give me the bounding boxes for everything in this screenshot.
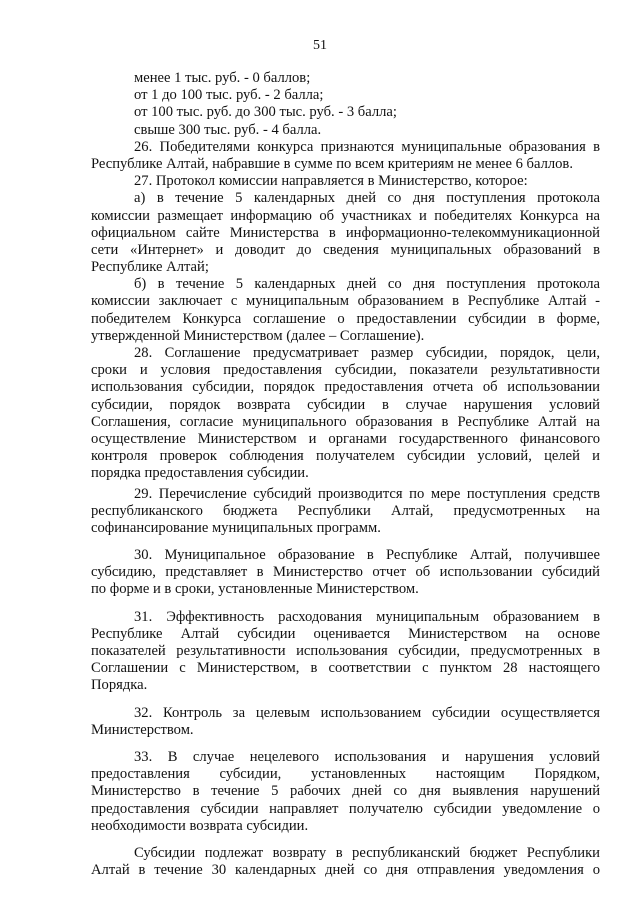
text-line: официальном сайте Министерства в информационно-телекоммуникационной — [91, 224, 600, 241]
text-line: от 1 до 100 тыс. руб. - 2 балла; — [134, 87, 324, 104]
text-line: комиссии размещает информацию об участниках и победителях Конкурса на — [91, 207, 600, 224]
text-line: софинансирование муниципальных программ. — [91, 519, 381, 536]
text-line: Алтай в течение 30 календарных дней со дня отправления уведомления о — [91, 862, 600, 879]
text-line: контроля проверок соблюдения получателем субсидии условий, целей и — [91, 448, 600, 465]
text-line: менее 1 тыс. руб. - 0 баллов; — [134, 70, 311, 86]
text-line: сроки и условия предоставления субсидии, показатели результативности — [91, 362, 600, 379]
text-line: порядка предоставления субсидии. — [91, 465, 309, 482]
text-line: 29. Перечисление субсидий производится по мере поступления средств — [134, 485, 600, 502]
text-line: 32. Контроль за целевым использованием субсидии осуществляется — [134, 704, 600, 721]
document-body — [91, 70, 600, 879]
text-line: утвержденной Министерством (далее – Соглашение). — [91, 327, 425, 344]
text-line: субсидию, представляет в Министерство отчет об использовании субсидий — [91, 564, 600, 581]
text-line: Республике Алтай; — [91, 259, 209, 276]
text-line: субсидии, порядок возврата субсидии в случае нарушения условий — [91, 396, 600, 413]
text-line: Соглашения, согласие муниципального образования в Республике Алтай на — [91, 413, 600, 430]
text-line: Порядка. — [91, 677, 148, 694]
text-line: Министерством. — [91, 721, 194, 738]
text-line: Республике Алтай субсидии оценивается Министерством на основе — [91, 625, 600, 642]
text-line: Соглашении с Министерством, в соответствии с пунктом 28 настоящего — [91, 660, 600, 677]
text-line: сети «Интернет» и доводит до сведения муниципальных образований в — [91, 241, 600, 258]
text-line: 28. Соглашение предусматривает размер субсидии, порядок, цели, — [134, 345, 600, 361]
text-line: Республике Алтай, набравшие в сумме по всем критериям не менее 6 баллов. — [91, 155, 573, 172]
text-line: б) в течение 5 календарных дней со дня поступления протокола — [134, 276, 600, 293]
text-line: 26. Победителями конкурса признаются муниципальные образования в — [134, 138, 600, 155]
text-line: предоставления субсидии направляет получателю субсидии уведомление о — [91, 800, 600, 817]
text-line: показателей результативности использования субсидии, предусмотренных в — [91, 643, 600, 659]
text-line: необходимости возврата субсидии. — [91, 817, 309, 834]
text-line: по форме и в сроки, установленные Министерством. — [91, 581, 419, 598]
text-line: республиканского бюджета Республики Алтай, предусмотренных на — [91, 502, 600, 519]
text-line: 27. Протокол комиссии направляется в Министерство, которое: — [134, 173, 528, 190]
text-line: предоставления субсидии, установленных настоящим Порядком, — [91, 766, 600, 783]
text-line: а) в течение 5 календарных дней со дня поступления протокола — [134, 190, 600, 207]
text-line: 33. В случае нецелевого использования и нарушения условий — [134, 748, 600, 765]
text-line: от 100 тыс. руб. до 300 тыс. руб. - 3 балла; — [134, 104, 397, 121]
text-line: 31. Эффективность расходования муниципальным образованием в — [134, 608, 600, 625]
text-line: победителем Конкурса соглашение о предоставлении субсидии в форме, — [91, 310, 600, 327]
page-number: 51 — [313, 38, 327, 53]
text-line: свыше 300 тыс. руб. - 4 балла. — [134, 121, 322, 138]
text-line: комиссии заключает с муниципальным образованием в Республике Алтай - — [91, 293, 600, 310]
text-line: осуществление Министерством и органами государственного финансового — [91, 430, 600, 447]
text-line: 30. Муниципальное образование в Республике Алтай, получившее — [134, 547, 600, 564]
text-line: Субсидии подлежат возврату в республиканский бюджет Республики — [134, 844, 600, 861]
text-line: использования субсидии, порядок предоставления отчета об использовании — [91, 379, 600, 396]
text-line: Министерство в течение 5 рабочих дней со дня выявления нарушений — [91, 783, 600, 800]
